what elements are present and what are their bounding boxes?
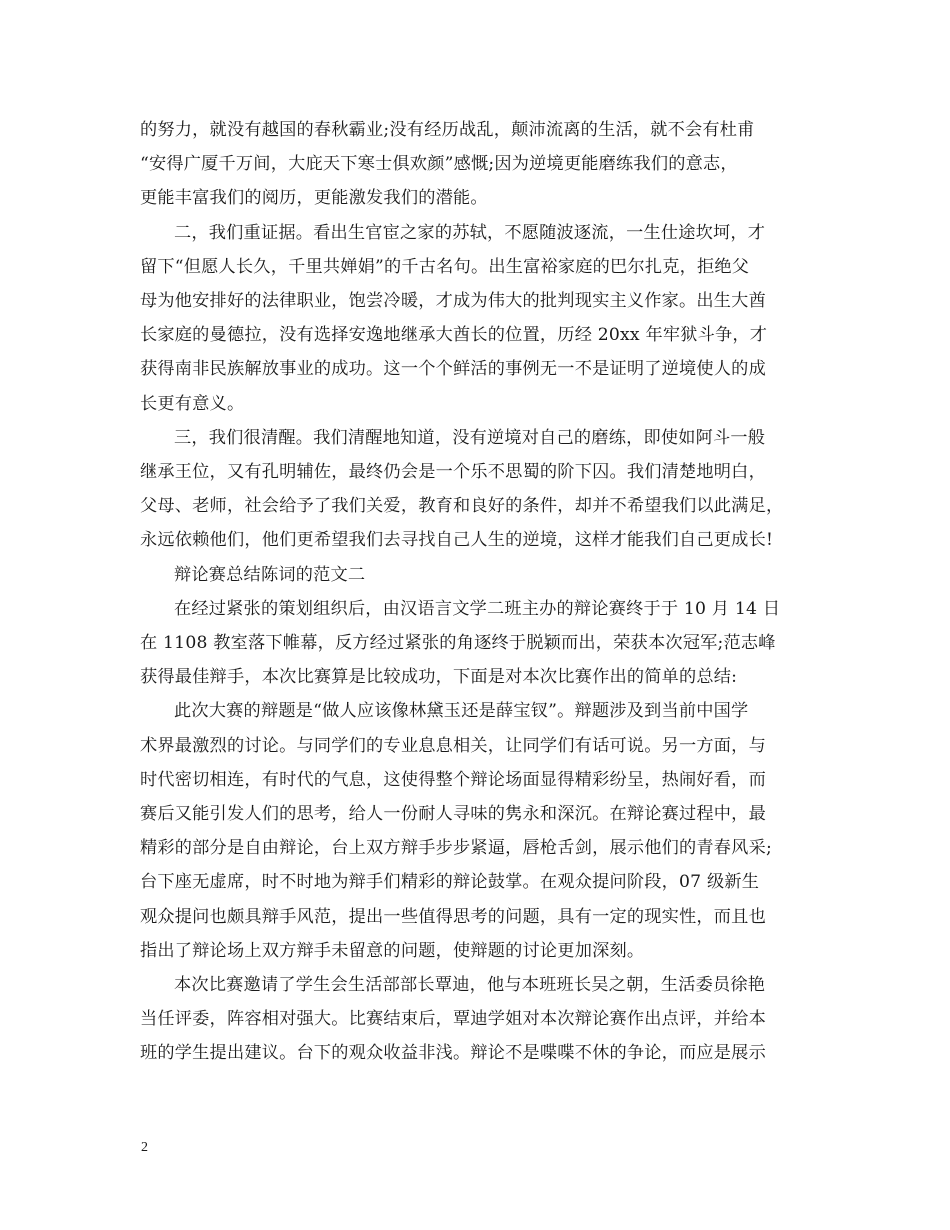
text-line: 术界最激烈的讨论。与同学们的专业息息相关，让同学们有话可说。另一方面，与 xyxy=(140,735,766,756)
page-number: 2 xyxy=(141,1140,148,1155)
text-line: 更能丰富我们的阅历，更能激发我们的潜能。 xyxy=(140,188,488,209)
text-line: 获得南非民族解放事业的成功。这一个个鲜活的事例无一不是证明了逆境使人的成 xyxy=(140,359,766,380)
text-line: 二，我们重证据。看出生官宦之家的苏轼，不愿随波逐流，一生仕途坎坷，才 xyxy=(174,222,766,243)
section-heading-text: 辩论赛总结陈词的范文二 xyxy=(174,564,366,585)
text-line: 获得最佳辩手，本次比赛算是比较成功，下面是对本次比赛作出的简单的总结: xyxy=(140,667,738,688)
paragraph-judges xyxy=(140,968,830,1071)
text-line: 本次比赛邀请了学生会生活部部长覃迪，他与本班班长吴之朝，生活委员徐艳 xyxy=(174,975,766,996)
text-line: 母为他安排好的法律职业，饱尝冷暖，才成为伟大的批判现实主义作家。出生大酋 xyxy=(140,291,766,312)
text-line: 继承王位，又有孔明辅佐，最终仍会是一个乐不思蜀的阶下囚。我们清楚地明白， xyxy=(140,462,766,483)
document-body xyxy=(140,113,830,1071)
section-heading xyxy=(140,558,830,592)
paragraph-topic xyxy=(140,694,830,968)
text-line: 观众提问也颇具辩手风范，提出一些值得思考的问题，具有一定的现实性，而且也 xyxy=(140,906,766,927)
text-line: 班的学生提出建议。台下的观众收益非浅。辩论不是喋喋不休的争论，而应是展示 xyxy=(140,1043,766,1064)
text-line: 三，我们很清醒。我们清醒地知道，没有逆境对自己的磨练，即使如阿斗一般 xyxy=(174,427,766,448)
text-line: 指出了辩论场上双方辩手未留意的问题，使辩题的讨论更加深刻。 xyxy=(140,940,645,961)
text-line: 此次大赛的辩题是“做人应该像林黛玉还是薛宝钗”。辩题涉及到当前中国学 xyxy=(174,701,749,722)
paragraph-intro xyxy=(140,592,830,695)
text-line: 永远依赖他们，他们更希望我们去寻找自己人生的逆境，这样才能我们自己更成长! xyxy=(140,530,774,551)
text-line: 留下“但愿人长久，千里共婵娟”的千古名句。出生富裕家庭的巴尔扎克，拒绝父 xyxy=(140,256,750,277)
paragraph-clarity xyxy=(140,421,830,558)
text-line: 长家庭的曼德拉，没有选择安逸地继承大酋长的位置，历经 20xx 年牢狱斗争，才 xyxy=(140,325,768,346)
text-line: 在经过紧张的策划组织后，由汉语言文学二班主办的辩论赛终于于 10 月 14 日 xyxy=(174,598,781,619)
text-line: 赛后又能引发人们的思考，给人一份耐人寻味的隽永和深沉。在辩论赛过程中，最 xyxy=(140,804,766,825)
text-line: 当任评委，阵容相对强大。比赛结束后，覃迪学姐对本次辩论赛作出点评，并给本 xyxy=(140,1009,766,1030)
text-line: 时代密切相连，有时代的气息，这使得整个辩论场面显得精彩纷呈，热闹好看，而 xyxy=(140,769,766,790)
text-line: 父母、老师，社会给予了我们关爱，教育和良好的条件，却并不希望我们以此满足， xyxy=(140,496,784,517)
text-line: 在 1108 教室落下帷幕，反方经过紧张的角逐终于脱颖而出，荣获本次冠军;范志峰 xyxy=(140,633,776,654)
text-line: 的努力，就没有越国的春秋霸业;没有经历战乱，颠沛流离的生活，就不会有杜甫 xyxy=(140,120,755,140)
text-line: 长更有意义。 xyxy=(140,393,245,414)
text-line: “安得广厦千万间，大庇天下寒士俱欢颜”感慨;因为逆境更能磨练我们的意志， xyxy=(140,154,738,175)
text-line: 精彩的部分是自由辩论，台上双方辩手步步紧逼，唇枪舌剑，展示他们的青春风采; xyxy=(140,838,772,859)
text-line: 台下座无虚席，时不时地为辩手们精彩的辩论鼓掌。在观众提问阶段，07 级新生 xyxy=(140,872,760,893)
paragraph-evidence xyxy=(140,216,830,421)
paragraph-continuation xyxy=(140,113,830,216)
